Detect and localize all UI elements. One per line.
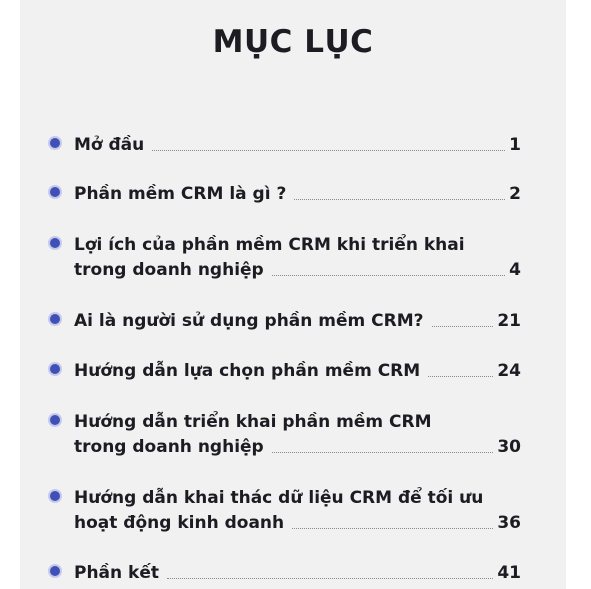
- bullet-icon: [50, 491, 60, 501]
- toc-entry-page: 30: [497, 437, 521, 457]
- toc-entry-line: [74, 306, 521, 332]
- toc-entry-title: Hướng dẫn lựa chọn phần mềm CRM: [74, 361, 421, 381]
- dot-leader: [432, 325, 494, 327]
- toc-entry-line: [74, 179, 521, 205]
- toc-entry-title: Mở đầu: [74, 135, 145, 155]
- toc-entry-page: 2: [509, 184, 521, 204]
- toc-entry-title: Phần kết: [74, 563, 160, 583]
- toc-entry-line: [74, 130, 521, 156]
- bullet-icon: [50, 364, 60, 374]
- toc-entry-title: Ai là người sử dụng phần mềm CRM?: [74, 311, 424, 331]
- bullet-icon: [50, 415, 60, 425]
- toc-entry-title-cont: trong doanh nghiệp: [74, 260, 264, 280]
- toc-entry-line-1: [74, 483, 521, 509]
- toc-entry-line-2: [74, 255, 521, 281]
- dot-leader: [428, 375, 493, 377]
- toc-entry-title: Hướng dẫn triển khai phần mềm CRM: [74, 412, 432, 432]
- dot-leader: [292, 527, 493, 529]
- bullet-icon: [50, 566, 60, 576]
- toc-entry-page: 1: [509, 135, 521, 155]
- toc-entry-title: Phần mềm CRM là gì ?: [74, 184, 287, 204]
- toc-entry-line: [74, 558, 521, 584]
- bullet-icon: [50, 138, 60, 148]
- bullet-icon: [50, 314, 60, 324]
- toc-entry-line-1: [74, 407, 521, 433]
- toc-entry-page: 4: [509, 260, 521, 280]
- toc-entry-page: 21: [497, 311, 521, 331]
- toc-entry-title: Lợi ích của phần mềm CRM khi triển khai: [74, 235, 465, 255]
- toc-entry-line-2: [74, 508, 521, 534]
- dot-leader: [272, 451, 494, 453]
- page-title: MỤC LỤC: [212, 24, 374, 60]
- toc-entry-line-2: [74, 432, 521, 458]
- toc-entry-page: 36: [497, 513, 521, 533]
- dot-leader: [152, 149, 505, 151]
- toc-list: [20, 0, 566, 589]
- toc-entry-title-cont: trong doanh nghiệp: [74, 437, 264, 457]
- dot-leader: [272, 274, 505, 276]
- toc-page: [20, 0, 566, 589]
- toc-entry-page: 41: [497, 563, 521, 583]
- toc-entry-title-cont: hoạt động kinh doanh: [74, 513, 285, 533]
- dot-leader: [294, 198, 505, 200]
- bullet-icon: [50, 238, 60, 248]
- toc-entry-page: 24: [497, 361, 521, 381]
- dot-leader: [167, 577, 493, 579]
- bullet-icon: [50, 187, 60, 197]
- toc-entry-title: Hướng dẫn khai thác dữ liệu CRM để tối ưu: [74, 488, 484, 508]
- toc-entry-line: [74, 356, 521, 382]
- toc-entry-line-1: [74, 230, 521, 256]
